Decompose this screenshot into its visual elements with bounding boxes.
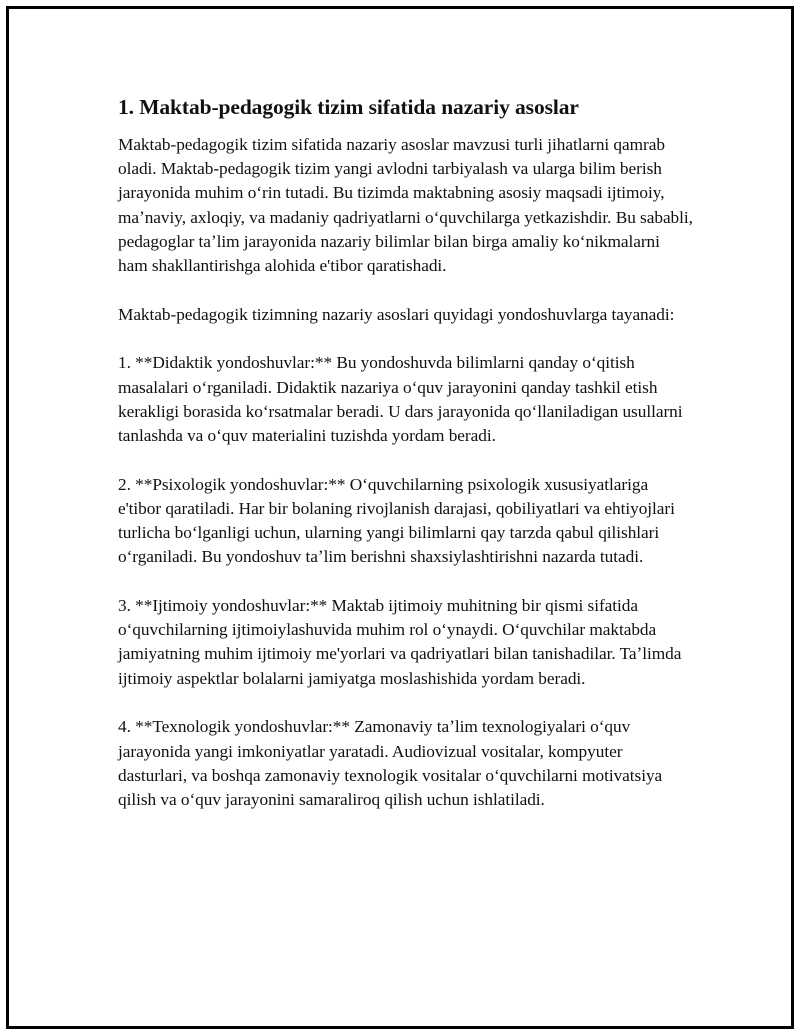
- list-item-psychological: 2. **Psixologik yondoshuvlar:** Oʻquvchilarning psixologik xususiyatlariga e'tibor qaratiladi. Har bir bolaning rivojlanish darajasi, qobiliyatlari va ehtiyojlari turlicha boʻlganligi uchun, ularning yangi bilimlarni qay tarzda qabul qilishlari oʻrganiladi. Bu yondoshuv taʼlim berishni shaxsiylashtirishni nazarda tutadi.: [118, 474, 675, 567]
- list-item-didactic: 1. **Didaktik yondoshuvlar:** Bu yondoshuvda bilimlarni qanday oʻqitish masalalari oʻrganiladi. Didaktik nazariya oʻquv jarayonini qanday tashkil etish kerakligi borasida koʻrsatmalar beradi. U dars jarayonida qoʻllaniladigan usullarni tanlashda va oʻquv materialini tuzishda yordam beradi.: [118, 353, 683, 446]
- document-title: 1. Maktab-pedagogik tizim sifatida nazariy asoslar: [118, 95, 579, 119]
- document-body: [118, 93, 693, 837]
- list-item-technological: 4. **Texnologik yondoshuvlar:** Zamonaviy taʼlim texnologiyalari oʻquv jarayonida yangi imkoniyatlar yaratadi. Audiovizual vositalar, kompyuter dasturlari, va boshqa zamonaviy texnologik vositalar oʻquvchilarni motivatsiya qilish va oʻquv jarayonini samaraliroq qilish uchun ishlatiladi.: [118, 717, 663, 809]
- paragraph-lead-in: Maktab-pedagogik tizimning nazariy asoslari quyidagi yondoshuvlarga tayanadi:: [118, 304, 675, 324]
- paragraph-intro: Maktab-pedagogik tizim sifatida nazariy asoslar mavzusi turli jihatlarni qamrab oladi. Maktab-pedagogik tizim yangi avlodni tarbiyalash va ularga bilim berish jarayonida muhim oʻrin tutadi. Bu tizimda maktabning asosiy maqsadi ijtimoiy, maʼnaviy, axloqiy, va madaniy qadriyatlarni oʻquvchilarga yetkazishdir. Bu sababli, pedagoglar taʼlim jarayonida nazariy bilimlar bilan birga amaliy koʻnikmalarni ham shakllantirishga alohida e'tibor qaratishadi.: [118, 135, 693, 276]
- list-item-social: 3. **Ijtimoiy yondoshuvlar:** Maktab ijtimoiy muhitning bir qismi sifatida oʻquvchilarning ijtimoiylashuvida muhim rol oʻynaydi. Oʻquvchilar maktabda jamiyatning muhim ijtimoiy me'yorlari va qadriyatlari bilan tanishadilar. Taʼlimda ijtimoiy aspektlar bolalarni jamiyatga moslashishida yordam beradi.: [118, 596, 682, 688]
